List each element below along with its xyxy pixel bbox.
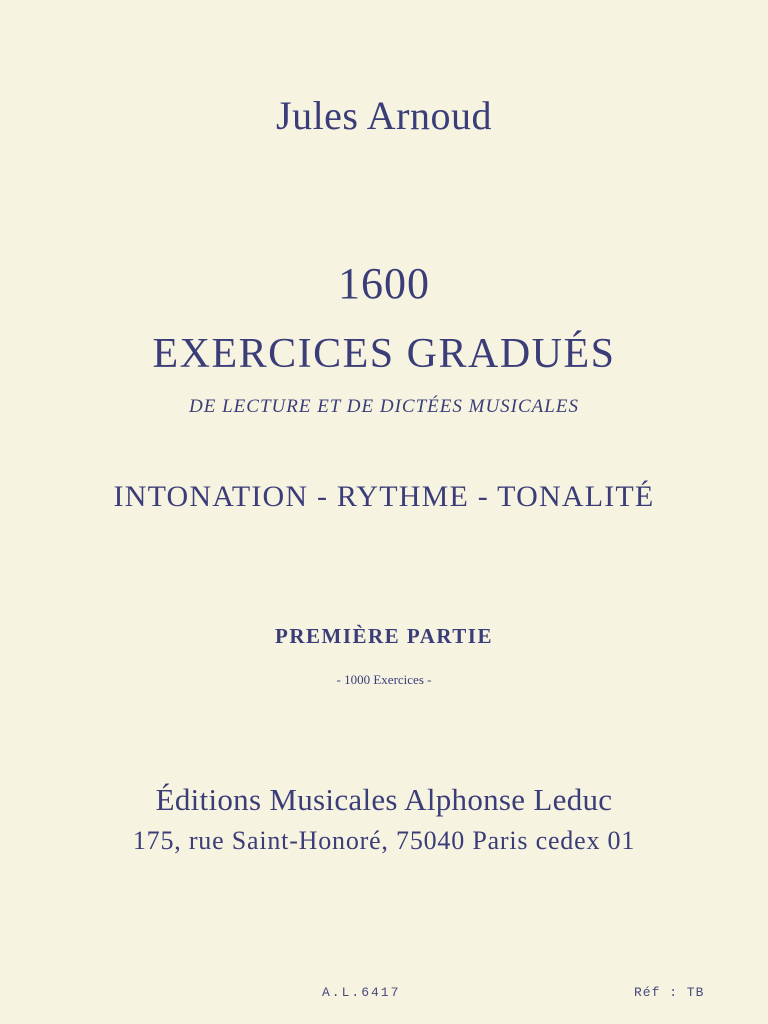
book-title: EXERCICES GRADUÉS xyxy=(152,331,616,377)
author-name: Jules Arnoud xyxy=(276,93,492,138)
reference-code: Réf : TB xyxy=(634,985,705,1000)
book-subtitle: DE LECTURE ET DE DICTÉES MUSICALES xyxy=(189,396,579,417)
catalog-code: A.L.6417 xyxy=(322,985,401,1000)
themes-line: INTONATION - RYTHME - TONALITÉ xyxy=(113,480,655,513)
part-heading: PREMIÈRE PARTIE xyxy=(275,624,493,648)
exercise-count: - 1000 Exercices - xyxy=(336,672,432,687)
publisher-address: 175, rue Saint-Honoré, 75040 Paris cedex 01 xyxy=(132,826,636,855)
publisher-name: Éditions Musicales Alphonse Leduc xyxy=(155,782,613,817)
exercise-number: 1600 xyxy=(338,259,430,308)
